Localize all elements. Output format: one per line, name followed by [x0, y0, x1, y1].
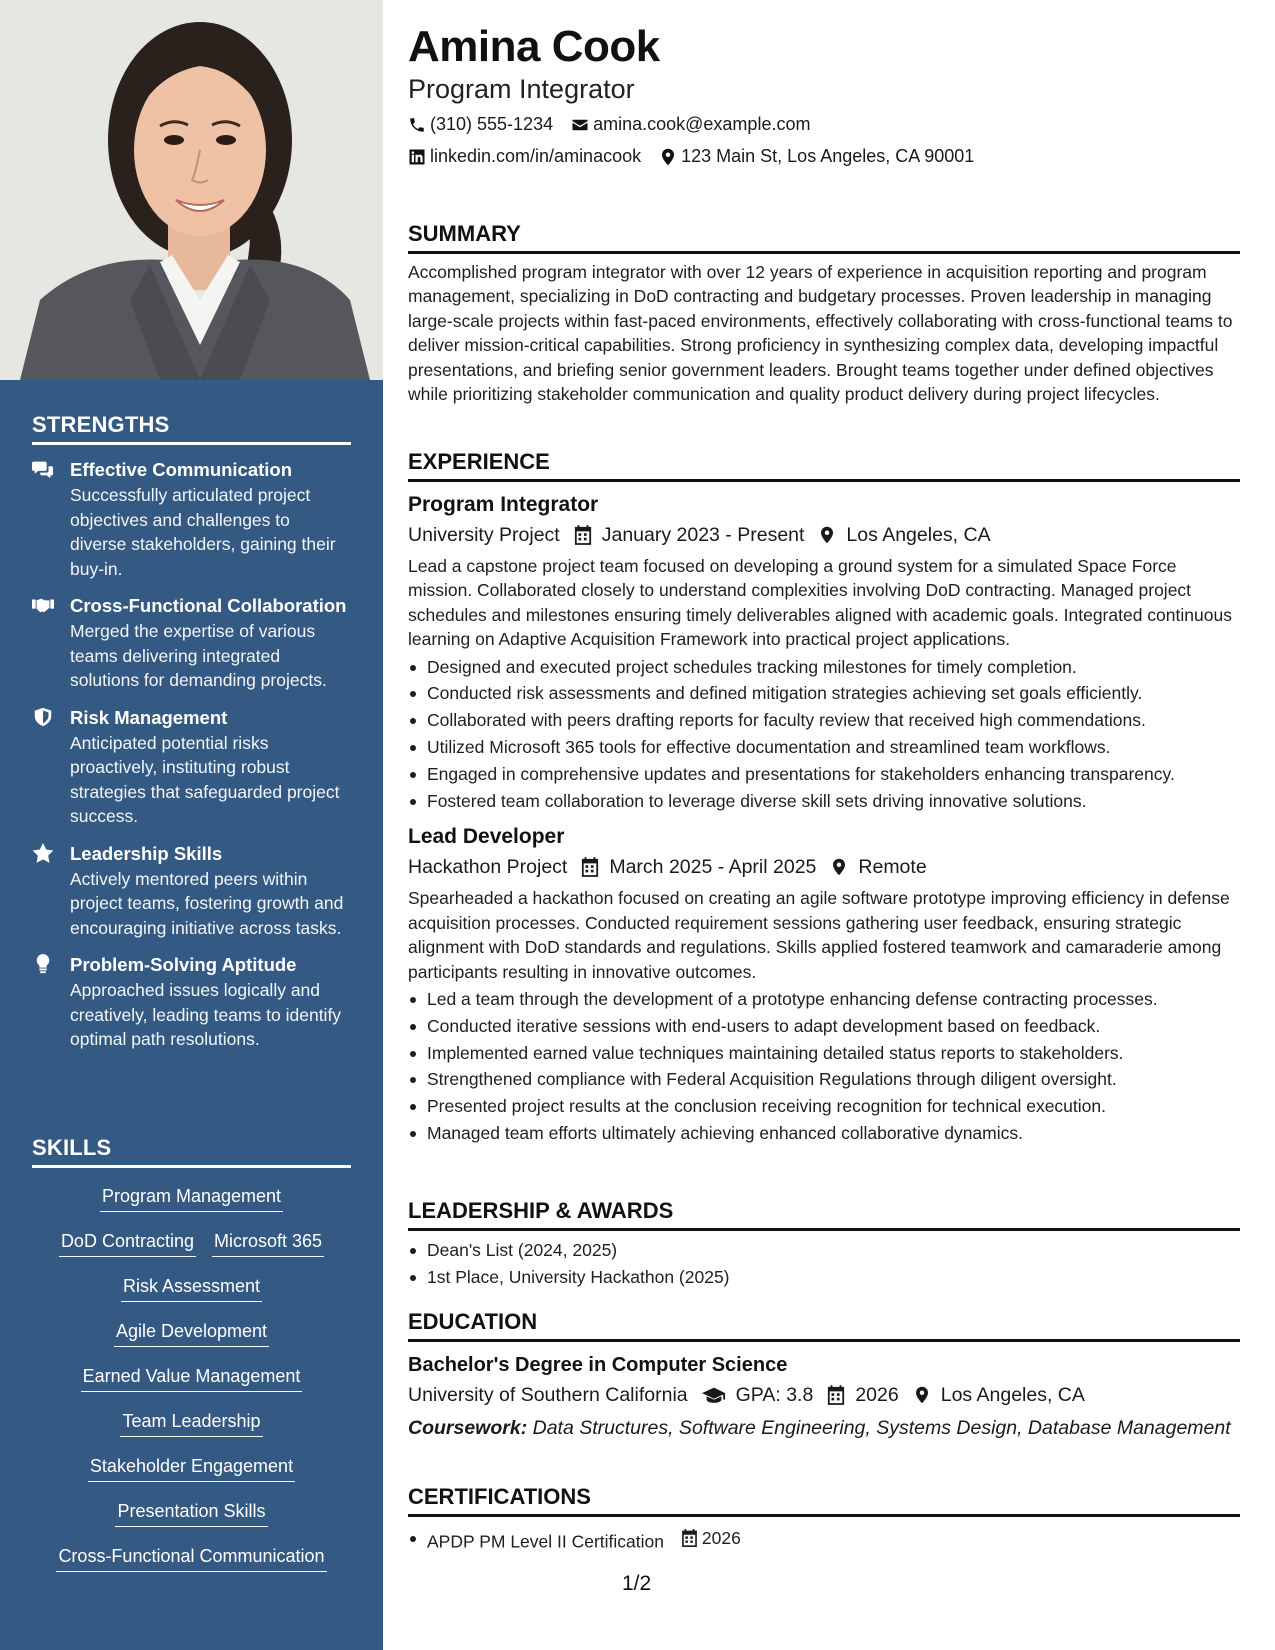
candidate-title: Program Integrator — [408, 74, 635, 104]
awards-section — [408, 1198, 1240, 1291]
job-bullet: Engaged in comprehensive updates and presentations for stakeholders enhancing transparency. — [408, 761, 1240, 788]
certification-year: 2026 — [701, 1528, 741, 1548]
location-pin-icon — [830, 857, 848, 877]
award-item: 1st Place, University Hackathon (2025) — [408, 1264, 1240, 1291]
sidebar — [0, 0, 383, 1650]
job-meta — [408, 852, 1240, 882]
job-bullet: Managed team efforts ultimately achieving enhanced collaborative dynamics. — [408, 1120, 1240, 1147]
experience-section — [408, 449, 1240, 1147]
awards-heading: LEADERSHIP & AWARDS — [408, 1198, 1240, 1231]
strength-title: Leadership Skills — [70, 842, 223, 864]
strength-item — [32, 705, 351, 829]
calendar-icon — [581, 857, 599, 877]
skill-tag: Risk Assessment — [121, 1273, 262, 1302]
degree-title: Bachelor's Degree in Computer Science — [408, 1354, 788, 1376]
job-bullet: Conducted risk assessments and defined mitigation strategies achieving set goals efficiently. — [408, 680, 1240, 707]
skill-tag: Program Management — [100, 1183, 283, 1212]
education-heading: EDUCATION — [408, 1309, 1240, 1342]
strength-title: Cross-Functional Collaboration — [70, 595, 347, 616]
skill-tag: Team Leadership — [120, 1408, 262, 1437]
job-bullet: Collaborated with peers drafting reports for faculty review that received high commendations. — [408, 707, 1240, 734]
calendar-icon — [574, 525, 592, 545]
lightbulb-icon — [32, 952, 70, 1052]
job-bullet: Strengthened compliance with Federal Acquisition Regulations through diligent oversight. — [408, 1066, 1240, 1093]
certifications-heading: CERTIFICATIONS — [408, 1484, 1240, 1517]
certification-name: APDP PM Level II Certification — [427, 1531, 664, 1552]
job-summary: Spearheaded a hackathon focused on creating an agile software prototype improving efficiency in defense acquisition processes. Conducted requirement sessions gathering user feedback, ensuring strategic alignment with DoD standards and regulations. Skills applied fostered teamwork and camaraderie among participants resulting in innovative outcomes. — [408, 888, 1230, 982]
phone-contact — [408, 114, 553, 135]
job-bullet: Led a team through the development of a prototype enhancing defense contracting processes. — [408, 986, 1240, 1013]
graduation-cap-icon — [702, 1385, 726, 1405]
email-text: amina.cook@example.com — [593, 114, 811, 134]
strength-item — [32, 841, 351, 941]
skill-tag: DoD Contracting — [59, 1228, 196, 1257]
contact-row-1 — [408, 114, 828, 135]
job-bullets — [408, 654, 1240, 815]
job-meta — [408, 520, 1240, 550]
linkedin-contact[interactable] — [408, 146, 641, 167]
coursework — [408, 1416, 1240, 1440]
strength-item — [32, 457, 351, 581]
summary-heading: SUMMARY — [408, 221, 1240, 254]
linkedin-text: linkedin.com/in/aminacook — [430, 146, 642, 166]
phone-text: (310) 555-1234 — [430, 114, 554, 134]
strength-description: Merged the expertise of various teams delivering integrated solutions for demanding projects. — [70, 621, 327, 690]
skill-tag: Earned Value Management — [81, 1363, 303, 1392]
job-bullet: Designed and executed project schedules tracking milestones for timely completion. — [408, 654, 1240, 681]
skill-tag: Cross-Functional Communication — [56, 1543, 326, 1572]
strength-title: Effective Communication — [70, 459, 293, 480]
job-dates: March 2025 - April 2025 — [609, 856, 817, 879]
awards-list — [408, 1237, 1240, 1291]
summary-section — [408, 221, 1240, 406]
award-item: Dean's List (2024, 2025) — [408, 1237, 1240, 1264]
job-bullets — [408, 986, 1240, 1147]
strength-description: Actively mentored peers within project teams, fostering growth and encouraging initiative across tasks. — [70, 868, 344, 938]
job-summary: Lead a capstone project team focused on developing a ground system for a simulated Space Force mission. Collaborated closely to understand complexities involving DoD contracting. Managed project schedules and milestones ensuring timely deliverables aligned with academic goals. Integrated continuous learning on Adaptive Acquisition Framework into practical project applications. — [408, 556, 1232, 650]
location-pin-icon — [818, 525, 836, 545]
graduation-year: 2026 — [855, 1384, 899, 1406]
skill-tag: Microsoft 365 — [212, 1228, 324, 1257]
strength-title: Risk Management — [70, 706, 228, 728]
strength-item — [32, 593, 351, 693]
candidate-name: Amina Cook — [408, 22, 660, 71]
calendar-icon — [827, 1385, 845, 1405]
shield-icon — [32, 705, 70, 829]
skills-heading: SKILLS — [32, 1135, 351, 1168]
strength-description: Anticipated potential risks proactively, instituting robust strategies that safeguarded project success. — [70, 732, 340, 826]
star-icon — [32, 841, 70, 941]
strength-description: Successfully articulated project objectives and challenges to diverse stakeholders, gaining their buy-in. — [70, 485, 336, 579]
summary-text: Accomplished program integrator with over 12 years of experience in acquisition reporting and program management, specializing in DoD contracting and budgetary processes. Proven leadership in managing large-scale projects within fast-paced environments, effectively collaborating with cross-functional teams to deliver mission-critical capabilities. Strong proficiency in synthesizing complex data, developing impactful presentations, and briefing senior government leaders. Brought teams together under defined objectives while prioritizing stakeholder communication and quality product delivery during project lifecycles. — [408, 262, 1233, 405]
phone-icon — [408, 116, 426, 134]
job-bullet: Conducted iterative sessions with end-users to adapt development based on feedback. — [408, 1013, 1240, 1040]
skills-list — [32, 1176, 351, 1581]
profile-photo — [0, 0, 383, 380]
skill-tag: Agile Development — [114, 1318, 269, 1347]
strength-item — [32, 952, 351, 1052]
job-dates: January 2023 - Present — [601, 524, 805, 546]
contact-row-2 — [408, 146, 992, 167]
education-section — [408, 1309, 1240, 1440]
education-location: Los Angeles, CA — [940, 1384, 1085, 1406]
certifications-section — [408, 1484, 1240, 1555]
envelope-icon — [571, 116, 589, 134]
skills-section — [32, 1135, 351, 1581]
job-title: Lead Developer — [408, 825, 565, 849]
school-name: University of Southern California — [408, 1384, 688, 1406]
email-contact[interactable] — [571, 114, 810, 135]
strengths-section — [32, 412, 351, 1052]
comments-icon — [32, 457, 70, 581]
strength-description: Approached issues logically and creatively, leading teams to identify optimal path resolutions. — [70, 980, 342, 1049]
address-text: 123 Main St, Los Angeles, CA 90001 — [681, 146, 975, 166]
certification-item — [408, 1525, 1240, 1555]
job-org: Hackathon Project — [408, 856, 568, 879]
experience-heading: EXPERIENCE — [408, 449, 1240, 482]
job-bullet: Presented project results at the conclusion receiving recognition for technical execution. — [408, 1093, 1240, 1120]
strengths-heading: STRENGTHS — [32, 412, 351, 445]
calendar-icon — [681, 1529, 698, 1547]
location-pin-icon — [913, 1385, 931, 1405]
skill-tag: Stakeholder Engagement — [88, 1453, 295, 1482]
certifications-list — [408, 1525, 1240, 1555]
address-contact — [659, 146, 974, 167]
coursework-text: Data Structures, Software Engineering, Systems Design, Database Management — [532, 1417, 1231, 1439]
job-bullet: Fostered team collaboration to leverage diverse skill sets driving innovative solutions. — [408, 788, 1240, 815]
strength-title: Problem-Solving Aptitude — [70, 954, 297, 975]
linkedin-icon — [408, 148, 426, 166]
job-location: Los Angeles, CA — [846, 524, 991, 546]
job-org: University Project — [408, 524, 560, 546]
location-pin-icon — [659, 148, 677, 166]
page-indicator: 1/2 — [622, 1572, 652, 1595]
job-bullet: Utilized Microsoft 365 tools for effective documentation and streamlined team workflows. — [408, 734, 1240, 761]
handshake-icon — [32, 593, 70, 693]
skill-tag: Presentation Skills — [115, 1498, 267, 1527]
education-meta — [408, 1380, 1240, 1410]
job-title: Program Integrator — [408, 493, 599, 516]
job-location: Remote — [858, 856, 927, 879]
job-entry — [408, 490, 1240, 814]
job-entry — [408, 822, 1240, 1146]
gpa-text: GPA: 3.8 — [735, 1384, 814, 1406]
coursework-label: Coursework: — [408, 1417, 528, 1439]
job-bullet: Implemented earned value techniques maintaining detailed status reports to stakeholders. — [408, 1040, 1240, 1067]
